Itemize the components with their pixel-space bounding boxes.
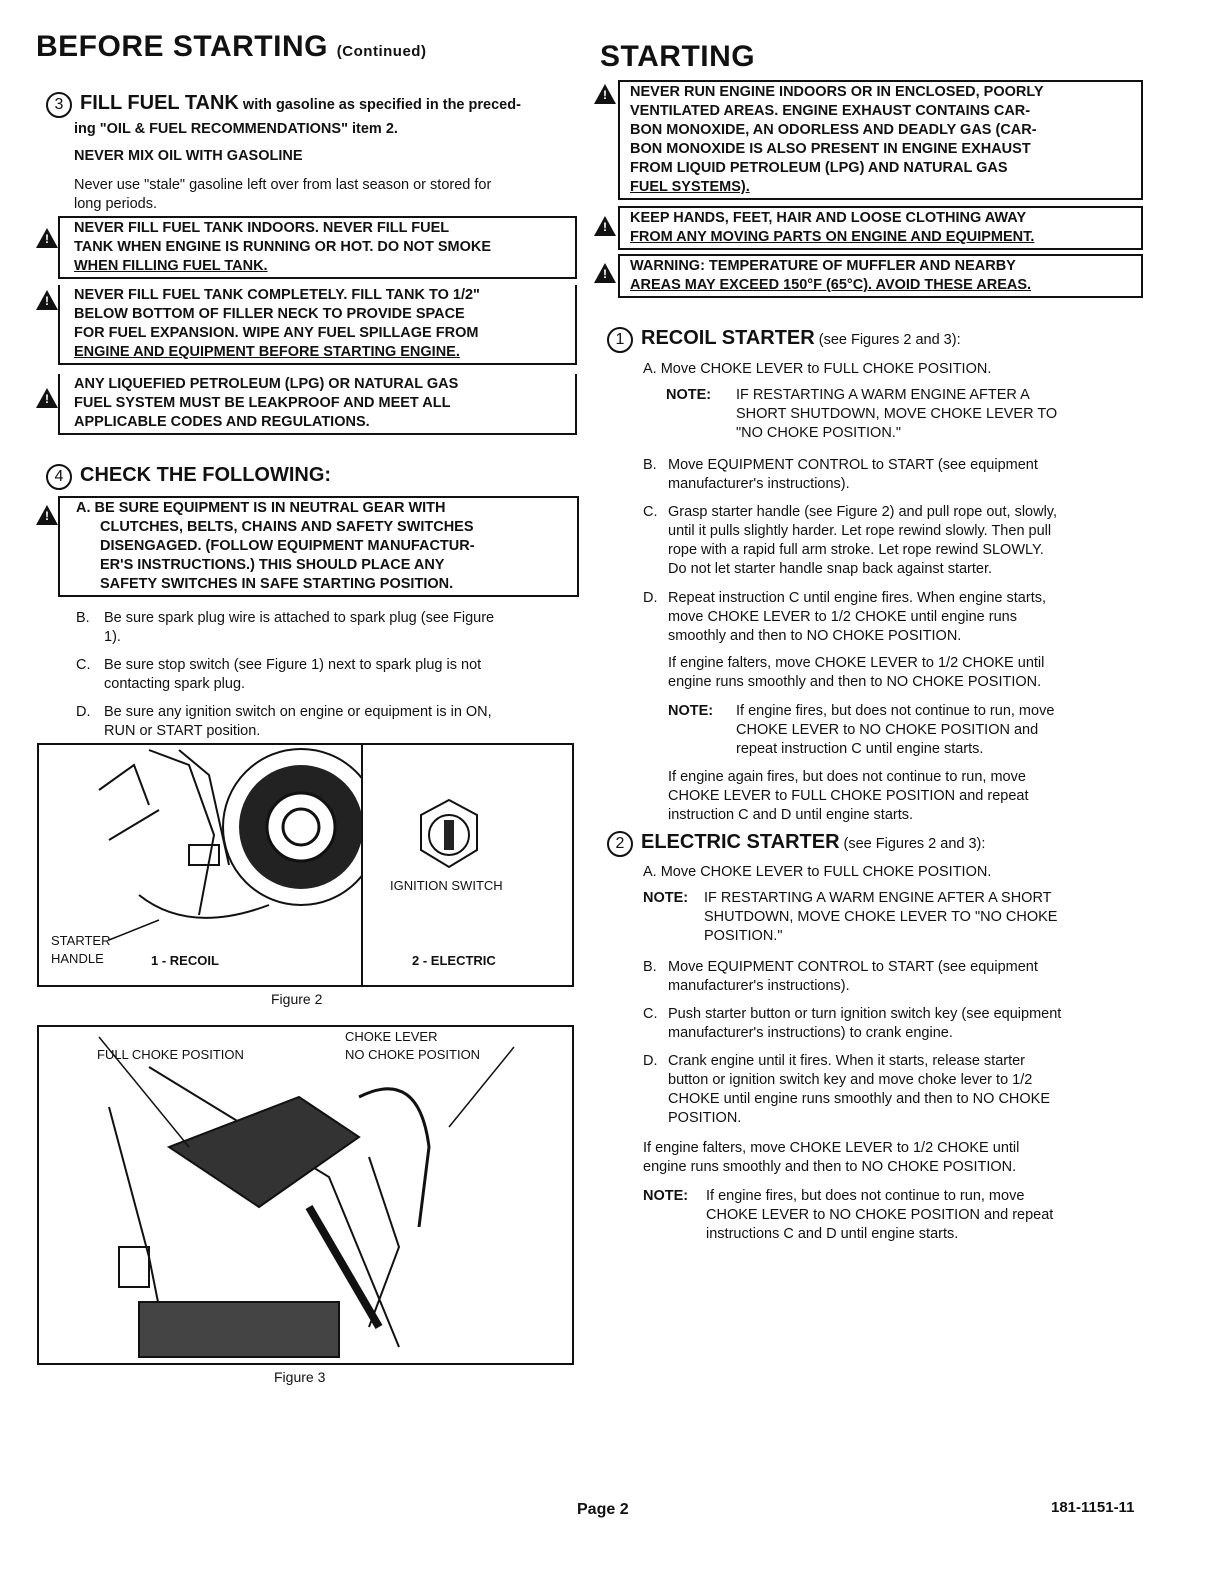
- engine-warning-1-line: FROM LIQUID PETROLEUM (LPG) AND NATURAL GAS: [630, 160, 1008, 176]
- document-number: 181-1151-11: [1051, 1499, 1135, 1516]
- right-header-title: STARTING: [600, 40, 756, 73]
- figure-2: [37, 743, 574, 987]
- recoil-d-label: D.: [643, 590, 658, 606]
- recoil-title: RECOIL STARTER: [641, 327, 815, 350]
- electric-b-line: Move EQUIPMENT CONTROL to START (see equipment: [668, 959, 1038, 975]
- electric-see-figures: (see Figures 2 and 3):: [839, 836, 986, 853]
- figure-2-divider: [361, 745, 363, 985]
- fuel-warning-1: [58, 216, 577, 279]
- check-a-line: SAFETY SWITCHES IN SAFE STARTING POSITION.: [100, 576, 454, 592]
- check-b-label: B.: [76, 610, 90, 626]
- engine-warning-1-line: BON MONOXIDE, AN ODORLESS AND DEADLY GAS (CAR-: [630, 122, 1037, 138]
- step4-heading: [46, 464, 331, 490]
- recoil-note-line: IF RESTARTING A WARM ENGINE AFTER A: [736, 387, 1030, 403]
- electric-e-line: If engine falters, move CHOKE LEVER to 1/2 CHOKE until: [643, 1140, 1020, 1156]
- stale-text-2: long periods.: [74, 196, 158, 212]
- figure-2-caption: Figure 2: [271, 991, 323, 1007]
- full-choke-position-label: FULL CHOKE POSITION: [97, 1047, 244, 1062]
- check-c-text: contacting spark plug.: [104, 676, 246, 692]
- engine-warning-2: [618, 206, 1143, 250]
- electric-note-label: NOTE:: [643, 890, 689, 906]
- recoil-c-line: rope with a rapid full arm stroke. Let rope rewind SLOWLY.: [668, 542, 1044, 558]
- fuel-warning-2-line: NEVER FILL FUEL TANK COMPLETELY. FILL TANK TO 1/2": [74, 287, 480, 303]
- left-header-title: BEFORE STARTING: [36, 30, 328, 63]
- recoil-number-icon: 1: [607, 327, 633, 353]
- recoil-note2-line: repeat instruction C until engine starts.: [736, 741, 984, 757]
- step4-number-icon: 4: [46, 464, 72, 490]
- engine-warning-2-line: FROM ANY MOVING PARTS ON ENGINE AND EQUIPMENT.: [630, 229, 1035, 245]
- step3-number-icon: 3: [46, 92, 72, 118]
- electric-b-line: manufacturer's instructions).: [668, 978, 850, 994]
- recoil-c-line: until it pulls slightly harder. Let rope rewind slowly. Then pull: [668, 523, 1052, 539]
- recoil-e-line: instruction C and D until engine starts.: [668, 807, 914, 823]
- electric-b-label: B.: [643, 959, 657, 975]
- engine-warning-3-line: WARNING: TEMPERATURE OF MUFFLER AND NEARBY: [630, 258, 1016, 274]
- recoil-c-line: Do not let starter handle snap back against starter.: [668, 561, 993, 577]
- recoil-starter-illustration: [39, 745, 361, 985]
- electric-c-line: manufacturer's instructions) to crank engine.: [668, 1025, 953, 1041]
- electric-c-line: Push starter button or turn ignition switch key (see equipment: [668, 1006, 1062, 1022]
- electric-d-line: Crank engine until it fires. When it starts, release starter: [668, 1053, 1026, 1069]
- warning-triangle-icon: [36, 505, 58, 525]
- electric-note2-label: NOTE:: [643, 1188, 689, 1204]
- electric-e-line: engine runs smoothly and then to NO CHOKE POSITION.: [643, 1159, 1017, 1175]
- recoil-step-a: A. Move CHOKE LEVER to FULL CHOKE POSITION.: [643, 361, 992, 377]
- recoil-note-label: NOTE:: [666, 387, 712, 403]
- electric-d-line: POSITION.: [668, 1110, 742, 1126]
- recoil-see-figures: (see Figures 2 and 3):: [814, 332, 961, 349]
- step3-text-2: ing "OIL & FUEL RECOMMENDATIONS" item 2.: [74, 121, 398, 137]
- starter-handle-label: STARTER: [51, 933, 111, 948]
- recoil-note-line: SHORT SHUTDOWN, MOVE CHOKE LEVER TO: [736, 406, 1058, 422]
- electric-note2-line: CHOKE LEVER to NO CHOKE POSITION and repeat: [706, 1207, 1054, 1223]
- check-c-label: C.: [76, 657, 91, 673]
- check-a-line: CLUTCHES, BELTS, CHAINS AND SAFETY SWITCHES: [100, 519, 474, 535]
- fuel-warning-3: [58, 374, 577, 435]
- engine-warning-1-line: FUEL SYSTEMS).: [630, 179, 750, 195]
- engine-warning-2-line: KEEP HANDS, FEET, HAIR AND LOOSE CLOTHING AWAY: [630, 210, 1027, 226]
- carburetor-choke-illustration: [39, 1027, 572, 1363]
- recoil-b-line: Move EQUIPMENT CONTROL to START (see equipment: [668, 457, 1038, 473]
- recoil-b-line: manufacturer's instructions).: [668, 476, 850, 492]
- warning-triangle-icon: [36, 228, 58, 248]
- engine-warning-3-line: AREAS MAY EXCEED 150°F (65°C). AVOID THESE AREAS.: [630, 277, 1032, 293]
- fuel-warning-3-line: FUEL SYSTEM MUST BE LEAKPROOF AND MEET ALL: [74, 395, 451, 411]
- recoil-b-label: B.: [643, 457, 657, 473]
- left-header: [36, 30, 426, 64]
- starter-handle-label: HANDLE: [51, 951, 104, 966]
- warning-triangle-icon: [36, 290, 58, 310]
- figure-3-caption: Figure 3: [274, 1369, 326, 1385]
- warning-triangle-icon: [594, 263, 616, 283]
- check-c-text: Be sure stop switch (see Figure 1) next to spark plug is not: [104, 657, 482, 673]
- check-b-text: 1).: [104, 629, 121, 645]
- recoil-note2-line: If engine fires, but does not continue to run, move: [736, 703, 1055, 719]
- recoil-d-line: smoothly and then to NO CHOKE POSITION.: [668, 628, 962, 644]
- ignition-switch-icon: [409, 795, 489, 875]
- engine-warning-3: [618, 254, 1143, 298]
- left-header-subtitle: (Continued): [336, 43, 427, 60]
- fuel-warning-2-line: BELOW BOTTOM OF FILLER NECK TO PROVIDE SPACE: [74, 306, 465, 322]
- recoil-e-line: If engine again fires, but does not continue to run, move: [668, 769, 1026, 785]
- recoil-d-line: If engine falters, move CHOKE LEVER to 1/2 CHOKE until: [668, 655, 1045, 671]
- recoil-d-line: engine runs smoothly and then to NO CHOKE POSITION.: [668, 674, 1042, 690]
- step3-title: FILL FUEL TANK: [80, 92, 239, 115]
- fuel-warning-1-line: WHEN FILLING FUEL TANK.: [74, 258, 268, 274]
- fuel-warning-2-line: ENGINE AND EQUIPMENT BEFORE STARTING ENGINE.: [74, 344, 460, 360]
- electric-title: ELECTRIC STARTER: [641, 831, 840, 854]
- recoil-label: 1 - RECOIL: [151, 953, 219, 968]
- stale-text-1: Never use "stale" gasoline left over from last season or stored for: [74, 177, 492, 193]
- electric-note-line: SHUTDOWN, MOVE CHOKE LEVER TO "NO CHOKE: [704, 909, 1058, 925]
- fuel-warning-1-line: TANK WHEN ENGINE IS RUNNING OR HOT. DO NOT SMOKE: [74, 239, 492, 255]
- electric-d-label: D.: [643, 1053, 658, 1069]
- recoil-d-line: move CHOKE LEVER to 1/2 CHOKE until engine runs: [668, 609, 1017, 625]
- check-a-line: A. BE SURE EQUIPMENT IS IN NEUTRAL GEAR WITH: [76, 500, 446, 516]
- warning-triangle-icon: [36, 388, 58, 408]
- fuel-warning-3-line: APPLICABLE CODES AND REGULATIONS.: [74, 414, 370, 430]
- check-a-line: ER'S INSTRUCTIONS.) THIS SHOULD PLACE ANY: [100, 557, 445, 573]
- check-a-warning: [58, 496, 579, 597]
- ignition-switch-label: IGNITION SWITCH: [390, 878, 503, 893]
- fuel-warning-2: [58, 285, 577, 365]
- recoil-d-line: Repeat instruction C until engine fires. When engine starts,: [668, 590, 1047, 606]
- step3-heading: [46, 92, 586, 118]
- electric-note2-line: If engine fires, but does not continue to run, move: [706, 1188, 1025, 1204]
- engine-warning-1: [618, 80, 1143, 200]
- electric-d-line: CHOKE until engine runs smoothly and then to NO CHOKE: [668, 1091, 1051, 1107]
- engine-warning-1-line: VENTILATED AREAS. ENGINE EXHAUST CONTAINS CAR-: [630, 103, 1031, 119]
- electric-note2-line: instructions C and D until engine starts.: [706, 1226, 959, 1242]
- recoil-starter-heading: [607, 327, 961, 353]
- recoil-note2-label: NOTE:: [668, 703, 714, 719]
- electric-note-line: POSITION.": [704, 928, 783, 944]
- electric-number-icon: 2: [607, 831, 633, 857]
- step3-text-1: with gasoline as specified in the preced-: [238, 97, 521, 114]
- electric-d-line: button or ignition switch key and move choke lever to 1/2: [668, 1072, 1033, 1088]
- electric-label: 2 - ELECTRIC: [412, 953, 496, 968]
- recoil-c-label: C.: [643, 504, 658, 520]
- engine-warning-1-line: BON MONOXIDE IS ALSO PRESENT IN ENGINE EXHAUST: [630, 141, 1031, 157]
- warning-triangle-icon: [594, 84, 616, 104]
- step4-title: CHECK THE FOLLOWING:: [80, 464, 332, 487]
- electric-c-label: C.: [643, 1006, 658, 1022]
- electric-step-a: A. Move CHOKE LEVER to FULL CHOKE POSITION.: [643, 864, 992, 880]
- no-choke-position-label: NO CHOKE POSITION: [345, 1047, 481, 1062]
- choke-lever-label: CHOKE LEVER: [345, 1029, 438, 1044]
- check-d-text: RUN or START position.: [104, 723, 261, 739]
- fuel-warning-3-line: ANY LIQUEFIED PETROLEUM (LPG) OR NATURAL GAS: [74, 376, 459, 392]
- check-d-text: Be sure any ignition switch on engine or equipment is in ON,: [104, 704, 492, 720]
- fuel-warning-2-line: FOR FUEL EXPANSION. WIPE ANY FUEL SPILLAGE FROM: [74, 325, 479, 341]
- recoil-note-line: "NO CHOKE POSITION.": [736, 425, 901, 441]
- never-mix-heading: NEVER MIX OIL WITH GASOLINE: [74, 148, 303, 164]
- electric-note-line: IF RESTARTING A WARM ENGINE AFTER A SHORT: [704, 890, 1052, 906]
- figure-3: [37, 1025, 574, 1365]
- recoil-note2-line: CHOKE LEVER to NO CHOKE POSITION and: [736, 722, 1039, 738]
- fuel-warning-1-line: NEVER FILL FUEL TANK INDOORS. NEVER FILL FUEL: [74, 220, 450, 236]
- recoil-e-line: CHOKE LEVER to FULL CHOKE POSITION and repeat: [668, 788, 1029, 804]
- check-b-text: Be sure spark plug wire is attached to spark plug (see Figure: [104, 610, 495, 626]
- check-a-line: DISENGAGED. (FOLLOW EQUIPMENT MANUFACTUR-: [100, 538, 475, 554]
- warning-triangle-icon: [594, 216, 616, 236]
- electric-starter-heading: [607, 831, 985, 857]
- recoil-c-line: Grasp starter handle (see Figure 2) and pull rope out, slowly,: [668, 504, 1058, 520]
- engine-warning-1-line: NEVER RUN ENGINE INDOORS OR IN ENCLOSED, POORLY: [630, 84, 1044, 100]
- check-d-label: D.: [76, 704, 91, 720]
- page-number: Page 2: [577, 1501, 629, 1518]
